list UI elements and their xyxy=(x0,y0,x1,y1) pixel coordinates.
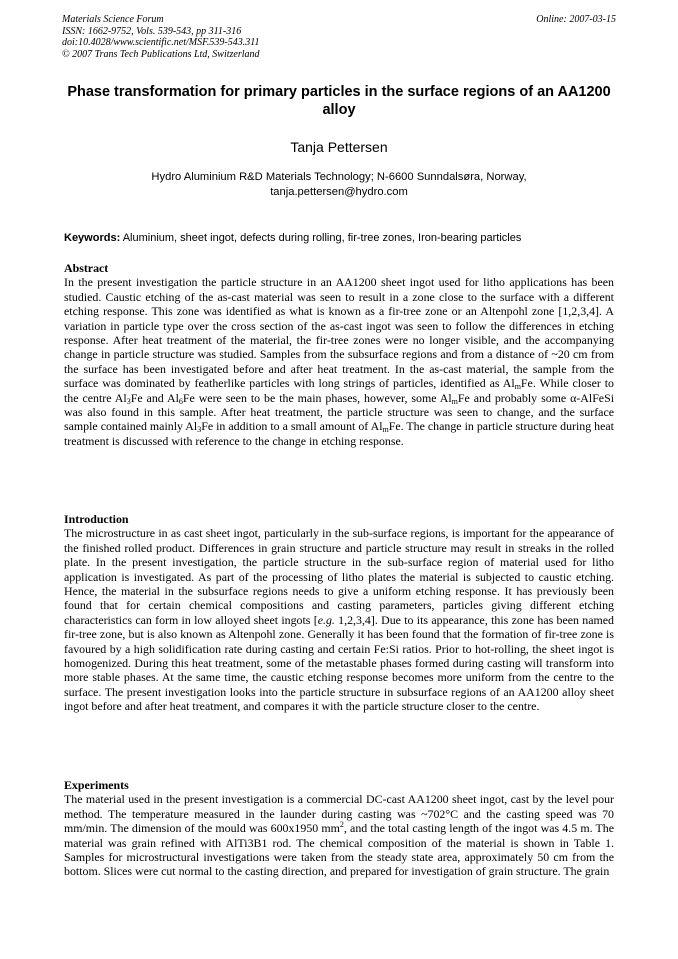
subscript: 3 xyxy=(197,425,202,435)
abstract-heading: Abstract xyxy=(64,261,109,275)
introduction-body xyxy=(64,526,614,713)
paper-title: Phase transformation for primary particles in the surface regions of an AA1200 alloy xyxy=(67,84,611,118)
abstract-text: Fe in addition to a small amount of Al xyxy=(201,419,383,434)
journal-name: Materials Science Forum xyxy=(62,14,164,25)
experiments-text: The material used in the present investigation is a commercial DC-cast AA1200 sheet ingot, cast by the level pour method. The temperature measured in the launder during casting was ~702°C and the casting speed was 70 mm/min. The dimension of the mould was 600x1950 mm xyxy=(64,792,614,836)
subscript: 6 xyxy=(178,396,183,406)
experiments-text: , and the total casting length of the ingot was 4.5 m. The material was grain refined with AlTi3B1 rod. The chemical composition of the material is shown in Table 1. Samples for microstructural investigations were taken from the steady state area, approximately 50 cm from the bottom. Slices were cut normal to the casting direction, and prepared for investigation of grain structure. The grain xyxy=(64,821,614,879)
eg-abbrev: e.g. xyxy=(317,612,335,627)
abstract-text: Fe. While closer to the centre Al xyxy=(64,376,614,405)
experiments-section xyxy=(64,778,614,879)
subscript: m xyxy=(451,396,458,406)
online-date: Online: 2007-03-15 xyxy=(536,14,616,25)
abstract-text: In the present investigation the particle structure in an AA1200 sheet ingot used for litho applications has been studied. Caustic etching of the as-cast material was seen to result in a zone close to the surface with a different etching response. This zone was identified as what is known as a fir-tree zone or an Altenpohl zone [1,2,3,4]. A variation in particle type over the cross section of the as-cast ingot was seen to follow the differences in etching response. After heat treatment of the material, the fir-tree zones were no longer visible, and the accompanying change in particle structure was studied. Samples from the subsurface regions and from a distance of ~20 cm from the surface has been investigated before and after heat treatment. In the as-cast material, the sample from the surface was dominated by featherlike particles with long strings of particles, identified as Al xyxy=(64,275,614,391)
introduction-section xyxy=(64,512,614,714)
introduction-heading: Introduction xyxy=(64,512,129,526)
affiliation-line: Hydro Aluminium R&D Materials Technology; N-6600 Sunndalsøra, Norway, xyxy=(151,171,527,183)
journal-doi: doi:10.4028/www.scientific.net/MSF.539-543.311 xyxy=(62,37,260,49)
subscript: m xyxy=(382,425,389,435)
subscript: 3 xyxy=(126,396,131,406)
abstract-text: Fe. The change in particle structure during heat treatment is discussed with reference to the change in etching response. xyxy=(64,419,614,448)
journal-issn: ISSN: 1662-9752, Vols. 539-543, pp 311-316 xyxy=(62,25,242,37)
introduction-text: The microstructure in as cast sheet ingot, particularly in the sub-surface regions, is important for the appearance of the finished rolled product. Differences in grain structure and particle structure may result in streaks in the rolled plate. In the present investigation, the particle structure in the sub-surface region of material used for litho application is investigated. As part of the processing of litho plates the material is subjected to caustic etching. Hence, the material in the subsurface regions needs to give a uniform etching response. It has previously been found that for certain chemical compositions and casting parameters, particles giving different etching characteristics can form in low alloyed sheet ingots [ xyxy=(64,526,614,627)
keywords xyxy=(64,231,624,245)
abstract-section xyxy=(64,261,614,448)
abstract-text: Fe and Al xyxy=(130,390,179,405)
superscript: 2 xyxy=(339,820,344,830)
journal-copyright: © 2007 Trans Tech Publications Ltd, Switzerland xyxy=(62,48,260,60)
experiments-heading: Experiments xyxy=(64,778,129,792)
journal-header xyxy=(62,14,260,60)
subscript: m xyxy=(514,382,521,392)
author-email: tanja.pettersen@hydro.com xyxy=(270,186,408,198)
abstract-text: Fe were seen to be the main phases, however, some Al xyxy=(182,390,452,405)
keywords-text: Aluminium, sheet ingot, defects during rolling, fir-tree zones, Iron-bearing particles xyxy=(122,232,522,244)
author-name: Tanja Pettersen xyxy=(290,139,388,155)
abstract-body xyxy=(64,275,614,448)
author-affiliation xyxy=(60,170,618,200)
online-date-header xyxy=(536,14,616,26)
keywords-label: Keywords: xyxy=(64,232,121,244)
experiments-body xyxy=(64,792,614,878)
introduction-text: 1,2,3,4]. Due to its appearance, this zone has been named fir-tree zone, but is also known as Altenpohl zone. Generally it has been found that the formation of fir-tree zone is favoured by a high solidification rate during casting and certain Fe:Si ratios. Prior to hot-rolling, the sheet ingot is homogenized. During this heat treatment, some of the metastable phases formed during casting will transform into more stable phases. At the same time, the caustic etching response becomes more uniform from the centre to the surface. The present investigation looks into the particle structure in subsurface regions of an AA1200 alloy sheet ingot before and after heat treatment, and compares it with the particle structure closer to the centre. xyxy=(64,612,614,714)
abstract-text: Fe and probably some α-AlFeSi was also found in this sample. After heat treatment, the particle structure was seen to change, and the surface sample contained mainly Al xyxy=(64,390,614,434)
